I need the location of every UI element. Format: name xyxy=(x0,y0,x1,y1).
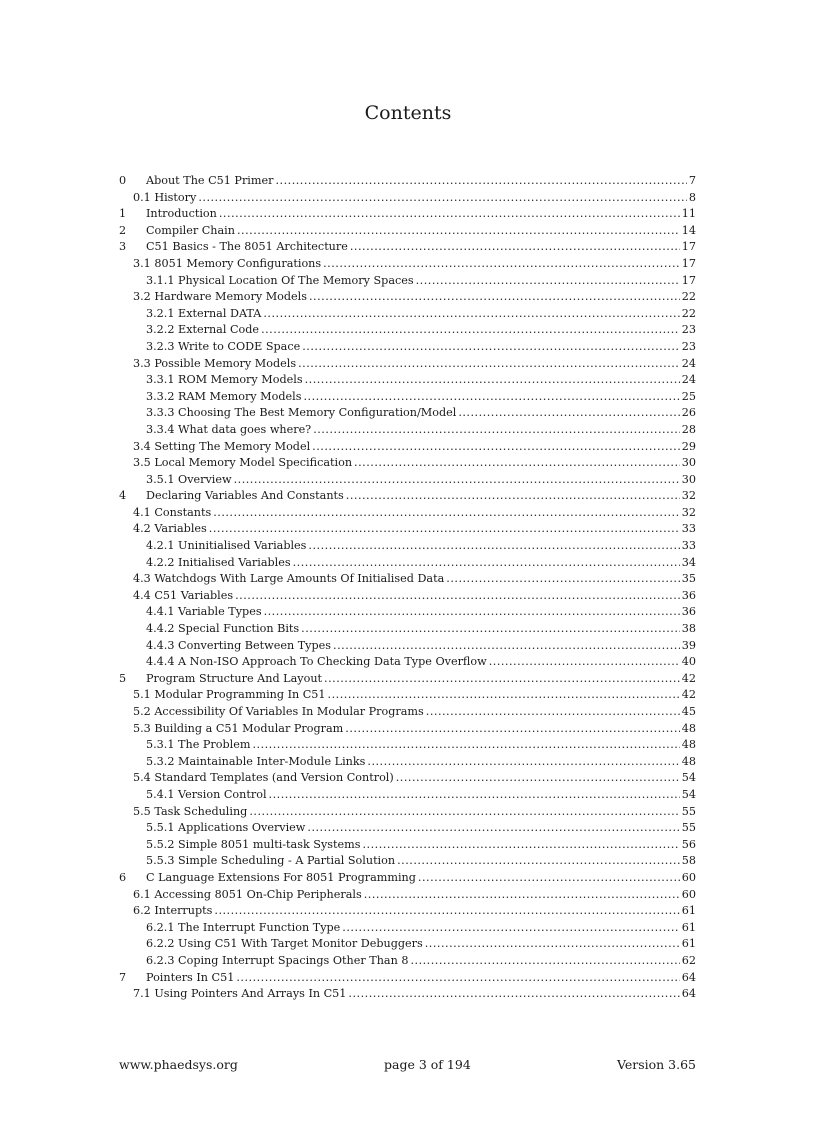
toc-entry-title: 3.2 Hardware Memory Models xyxy=(133,290,307,304)
toc-page-number: 34 xyxy=(681,555,696,569)
toc-chapter-number: 0 xyxy=(119,174,127,187)
toc-entry[interactable] xyxy=(119,405,696,422)
toc-entry-title: 3.5 Local Memory Model Specification xyxy=(133,456,353,470)
toc-page-number: 26 xyxy=(681,406,696,420)
toc-entry[interactable] xyxy=(119,953,696,970)
toc-entry-title: 5.5.1 Applications Overview xyxy=(146,821,306,835)
toc-entry[interactable] xyxy=(119,903,696,920)
toc-entry[interactable] xyxy=(119,770,696,787)
toc-page-number: 24 xyxy=(681,356,696,370)
toc-entry-title: 7.1 Using Pointers And Arrays In C51 xyxy=(133,987,347,1001)
toc-leader-dots xyxy=(345,721,679,738)
toc-page-number: 58 xyxy=(681,854,696,868)
toc-entry[interactable] xyxy=(119,920,696,937)
toc-leader-dots xyxy=(252,737,679,754)
toc-leader-dots xyxy=(213,505,680,522)
toc-entry-title: 4.3 Watchdogs With Large Amounts Of Initialised Data xyxy=(133,572,445,586)
toc-leader-dots xyxy=(293,555,680,572)
toc-entry-title: 5.1 Modular Programming In C51 xyxy=(133,688,326,702)
toc-entry[interactable] xyxy=(119,339,696,356)
toc-leader-dots xyxy=(458,405,679,422)
toc-page-number: 33 xyxy=(681,522,696,536)
toc-leader-dots xyxy=(303,389,679,406)
toc-page-number: 28 xyxy=(681,422,696,436)
toc-entry-title: 3.2.1 External DATA xyxy=(146,306,262,320)
toc-entry-title: C Language Extensions For 8051 Programming xyxy=(146,870,416,884)
toc-page-number: 62 xyxy=(681,953,696,967)
toc-chapter-number: 5 xyxy=(119,671,127,685)
toc-leader-dots xyxy=(234,472,680,489)
toc-entry-title: Pointers In C51 xyxy=(146,970,235,984)
toc-entry-title: 5.3 Building a C51 Modular Program xyxy=(133,721,344,735)
toc-page-number: 22 xyxy=(681,290,696,304)
toc-leader-dots xyxy=(367,754,679,771)
toc-entry[interactable] xyxy=(119,190,696,207)
toc-page-number: 32 xyxy=(681,505,696,519)
toc-entry[interactable] xyxy=(119,538,696,555)
toc-leader-dots xyxy=(354,455,680,472)
toc-entry[interactable] xyxy=(119,306,696,323)
toc-entry-title: Introduction xyxy=(146,207,217,221)
toc-entry-title: 3.3.1 ROM Memory Models xyxy=(146,373,303,387)
footer-version: Version 3.65 xyxy=(616,1057,696,1072)
toc-leader-dots xyxy=(275,173,686,190)
toc-entry[interactable] xyxy=(119,439,696,456)
toc-leader-dots xyxy=(298,356,680,373)
toc-entry[interactable] xyxy=(119,372,696,389)
toc-leader-dots xyxy=(489,654,680,671)
toc-entry-title: 5.2 Accessibility Of Variables In Modular Programs xyxy=(133,705,424,718)
toc-leader-dots xyxy=(209,521,680,538)
toc-leader-dots xyxy=(397,853,680,870)
toc-leader-dots xyxy=(416,273,680,290)
toc-page-number: 54 xyxy=(681,771,696,785)
toc-entry[interactable] xyxy=(119,654,696,671)
page-title: Contents xyxy=(364,102,452,124)
toc-entry-title: 4.4.1 Variable Types xyxy=(146,605,262,619)
toc-page-number: 61 xyxy=(681,904,696,918)
toc-entry-title: 3.1.1 Physical Location Of The Memory Spaces xyxy=(146,273,414,287)
toc-entry[interactable] xyxy=(119,804,696,821)
toc-entry-title: 4.2.2 Initialised Variables xyxy=(146,555,291,569)
toc-leader-dots xyxy=(235,588,680,605)
toc-entry[interactable] xyxy=(119,356,696,373)
toc-page-number: 7 xyxy=(688,174,696,187)
toc-chapter-number: 3 xyxy=(119,240,127,254)
toc-entry[interactable] xyxy=(119,422,696,439)
toc-leader-dots xyxy=(346,488,680,505)
toc-page-number: 22 xyxy=(681,306,696,320)
toc-entry[interactable] xyxy=(119,754,696,771)
toc-leader-dots xyxy=(214,903,679,920)
toc-page-number: 8 xyxy=(688,190,696,204)
toc-entry[interactable] xyxy=(119,671,696,688)
toc-page-number: 48 xyxy=(681,721,696,735)
toc-entry-title: 5.4 Standard Templates (and Version Control) xyxy=(133,771,394,785)
toc-entry-title: 3.4 Setting The Memory Model xyxy=(133,439,311,453)
toc-page-number: 32 xyxy=(681,489,696,503)
toc-entry-title: 3.3.2 RAM Memory Models xyxy=(146,389,302,403)
toc-leader-dots xyxy=(364,887,680,904)
toc-page-number: 36 xyxy=(681,588,696,602)
toc-entry-title: 3.3 Possible Memory Models xyxy=(133,356,297,370)
toc-chapter-number: 2 xyxy=(119,223,127,237)
toc-leader-dots xyxy=(305,372,680,389)
toc-leader-dots xyxy=(302,339,680,356)
toc-entry[interactable] xyxy=(119,986,696,1003)
toc-leader-dots xyxy=(410,953,679,970)
toc-entry[interactable] xyxy=(119,555,696,572)
toc-page-number: 45 xyxy=(681,705,696,718)
toc-leader-dots xyxy=(342,920,679,937)
toc-entry-title: 6.2.1 The Interrupt Function Type xyxy=(146,920,341,934)
footer-website: www.phaedsys.org xyxy=(119,1057,238,1072)
toc-entry[interactable] xyxy=(119,870,696,887)
toc-leader-dots xyxy=(308,538,679,555)
toc-page-number: 17 xyxy=(681,273,696,287)
toc-entry[interactable] xyxy=(119,820,696,837)
toc-entry[interactable] xyxy=(119,488,696,505)
toc-entry[interactable] xyxy=(119,837,696,854)
toc-leader-dots xyxy=(324,671,680,688)
toc-leader-dots xyxy=(333,638,680,655)
toc-entry[interactable] xyxy=(119,472,696,489)
toc-entry-title: 4.4.4 A Non-ISO Approach To Checking Data Type Overflow xyxy=(146,655,487,669)
toc-page-number: 42 xyxy=(681,688,696,702)
toc-leader-dots xyxy=(249,804,679,821)
toc-leader-dots xyxy=(237,223,680,240)
toc-entry-title: 4.4.2 Special Function Bits xyxy=(146,622,300,636)
toc-entry-title: 3.2.3 Write to CODE Space xyxy=(146,339,301,353)
toc-entry-title: 4.2.1 Uninitialised Variables xyxy=(146,539,307,553)
toc-leader-dots xyxy=(348,986,679,1003)
toc-chapter-number: 6 xyxy=(119,870,127,884)
toc-page-number: 64 xyxy=(681,970,696,984)
toc-leader-dots xyxy=(323,256,680,273)
toc-leader-dots xyxy=(350,239,680,256)
page-footer xyxy=(119,1057,696,1072)
toc-page-number: 30 xyxy=(681,456,696,470)
toc-page-number: 38 xyxy=(681,622,696,636)
toc-leader-dots xyxy=(198,190,687,207)
toc-entry-title: 5.4.1 Version Control xyxy=(146,787,267,801)
toc-leader-dots xyxy=(301,621,680,638)
toc-entry[interactable] xyxy=(119,887,696,904)
toc-page-number: 29 xyxy=(681,439,696,453)
toc-page-number: 33 xyxy=(681,539,696,553)
toc-leader-dots xyxy=(312,439,680,456)
toc-page-number: 55 xyxy=(681,821,696,835)
toc-entry[interactable] xyxy=(119,273,696,290)
toc-page-number: 42 xyxy=(681,671,696,685)
toc-entry[interactable] xyxy=(119,223,696,240)
toc-entry-title: 4.4.3 Converting Between Types xyxy=(146,638,332,652)
toc-entry[interactable] xyxy=(119,521,696,538)
toc-entry-title: 3.2.2 External Code xyxy=(146,323,260,337)
toc-page-number: 25 xyxy=(681,389,696,403)
toc-entry[interactable] xyxy=(119,455,696,472)
toc-page-number: 48 xyxy=(681,754,696,768)
toc-entry-title: 6.2 Interrupts xyxy=(133,904,213,918)
toc-page-number: 23 xyxy=(681,323,696,337)
toc-page-number: 14 xyxy=(681,223,696,237)
footer-page-number: page 3 of 194 xyxy=(384,1057,471,1072)
toc-entry[interactable] xyxy=(119,256,696,273)
toc-entry-title: 4.4 C51 Variables xyxy=(133,588,234,602)
toc-page-number: 64 xyxy=(681,987,696,1001)
toc-entry[interactable] xyxy=(119,588,696,605)
toc-entry[interactable] xyxy=(119,389,696,406)
toc-leader-dots xyxy=(418,870,680,887)
toc-entry[interactable] xyxy=(119,737,696,754)
toc-chapter-number: 4 xyxy=(119,489,127,503)
toc-entry[interactable] xyxy=(119,239,696,256)
toc-entry[interactable] xyxy=(119,787,696,804)
toc-leader-dots xyxy=(425,936,680,953)
toc-entry-title: Program Structure And Layout xyxy=(146,671,323,685)
toc-entry[interactable] xyxy=(119,289,696,306)
toc-page-number: 40 xyxy=(681,655,696,669)
toc-entry-title: C51 Basics - The 8051 Architecture xyxy=(146,240,348,254)
toc-entry[interactable] xyxy=(119,721,696,738)
toc-page-number: 17 xyxy=(681,256,696,270)
toc-entry-title: 5.5.3 Simple Scheduling - A Partial Solution xyxy=(146,854,396,868)
toc-leader-dots xyxy=(236,970,679,987)
toc-entry[interactable] xyxy=(119,970,696,987)
toc-page-number: 55 xyxy=(681,804,696,818)
toc-leader-dots xyxy=(263,306,679,323)
toc-entry[interactable] xyxy=(119,173,696,190)
toc-entry-title: 4.1 Constants xyxy=(133,505,212,519)
toc-page-number: 54 xyxy=(681,787,696,801)
toc-entry-title: Compiler Chain xyxy=(146,223,235,237)
toc-leader-dots xyxy=(313,422,680,439)
toc-page-number: 30 xyxy=(681,472,696,486)
toc-entry[interactable] xyxy=(119,571,696,588)
toc-page-number: 56 xyxy=(681,837,696,851)
toc-leader-dots xyxy=(426,704,680,721)
toc-entry-title: 5.3.1 The Problem xyxy=(146,738,251,752)
toc-page-number: 35 xyxy=(681,572,696,586)
toc-leader-dots xyxy=(363,837,680,854)
toc-page-number: 60 xyxy=(681,870,696,884)
toc-page-number: 39 xyxy=(681,638,696,652)
toc-entry-title: 0.1 History xyxy=(133,190,197,204)
toc-entry-title: 6.2.3 Coping Interrupt Spacings Other Than 8 xyxy=(146,953,409,967)
toc-entry[interactable] xyxy=(119,638,696,655)
toc-entry-title: 3.5.1 Overview xyxy=(146,472,232,486)
toc-page-number: 60 xyxy=(681,887,696,901)
toc-leader-dots xyxy=(396,770,680,787)
toc-entry-title: 5.5.2 Simple 8051 multi-task Systems xyxy=(146,837,361,851)
table-of-contents xyxy=(119,173,696,1003)
toc-entry[interactable] xyxy=(119,704,696,721)
toc-leader-dots xyxy=(261,322,680,339)
toc-entry-title: Declaring Variables And Constants xyxy=(146,489,344,503)
toc-entry-title: About The C51 Primer xyxy=(146,174,274,187)
toc-leader-dots xyxy=(328,687,680,704)
toc-page-number: 24 xyxy=(681,373,696,387)
toc-page-number: 11 xyxy=(681,207,696,221)
toc-chapter-number: 1 xyxy=(119,207,127,221)
toc-leader-dots xyxy=(219,206,680,223)
toc-leader-dots xyxy=(269,787,680,804)
toc-entry-title: 5.5 Task Scheduling xyxy=(133,804,248,818)
toc-entry[interactable] xyxy=(119,505,696,522)
toc-entry[interactable] xyxy=(119,604,696,621)
toc-leader-dots xyxy=(446,571,679,588)
toc-page-number: 61 xyxy=(681,937,696,951)
toc-entry[interactable] xyxy=(119,936,696,953)
toc-entry-title: 6.2.2 Using C51 With Target Monitor Debuggers xyxy=(146,937,423,951)
toc-page-number: 48 xyxy=(681,738,696,752)
toc-entry-title: 6.1 Accessing 8051 On-Chip Peripherals xyxy=(133,887,362,901)
toc-entry-title: 4.2 Variables xyxy=(133,522,207,536)
toc-page-number: 17 xyxy=(681,240,696,254)
toc-entry[interactable] xyxy=(119,621,696,638)
toc-entry-title: 3.3.4 What data goes where? xyxy=(146,422,312,436)
toc-entry-title: 5.3.2 Maintainable Inter-Module Links xyxy=(146,754,366,768)
toc-page-number: 36 xyxy=(681,605,696,619)
toc-entry[interactable] xyxy=(119,853,696,870)
toc-entry[interactable] xyxy=(119,206,696,223)
toc-page-number: 23 xyxy=(681,339,696,353)
toc-chapter-number: 7 xyxy=(119,970,127,984)
toc-leader-dots xyxy=(309,289,680,306)
toc-entry[interactable] xyxy=(119,322,696,339)
toc-leader-dots xyxy=(264,604,680,621)
toc-page-number: 61 xyxy=(681,920,696,934)
toc-entry-title: 3.1 8051 Memory Configurations xyxy=(133,256,322,270)
toc-leader-dots xyxy=(307,820,679,837)
toc-entry[interactable] xyxy=(119,687,696,704)
toc-entry-title: 3.3.3 Choosing The Best Memory Configuration/Model xyxy=(146,406,457,420)
